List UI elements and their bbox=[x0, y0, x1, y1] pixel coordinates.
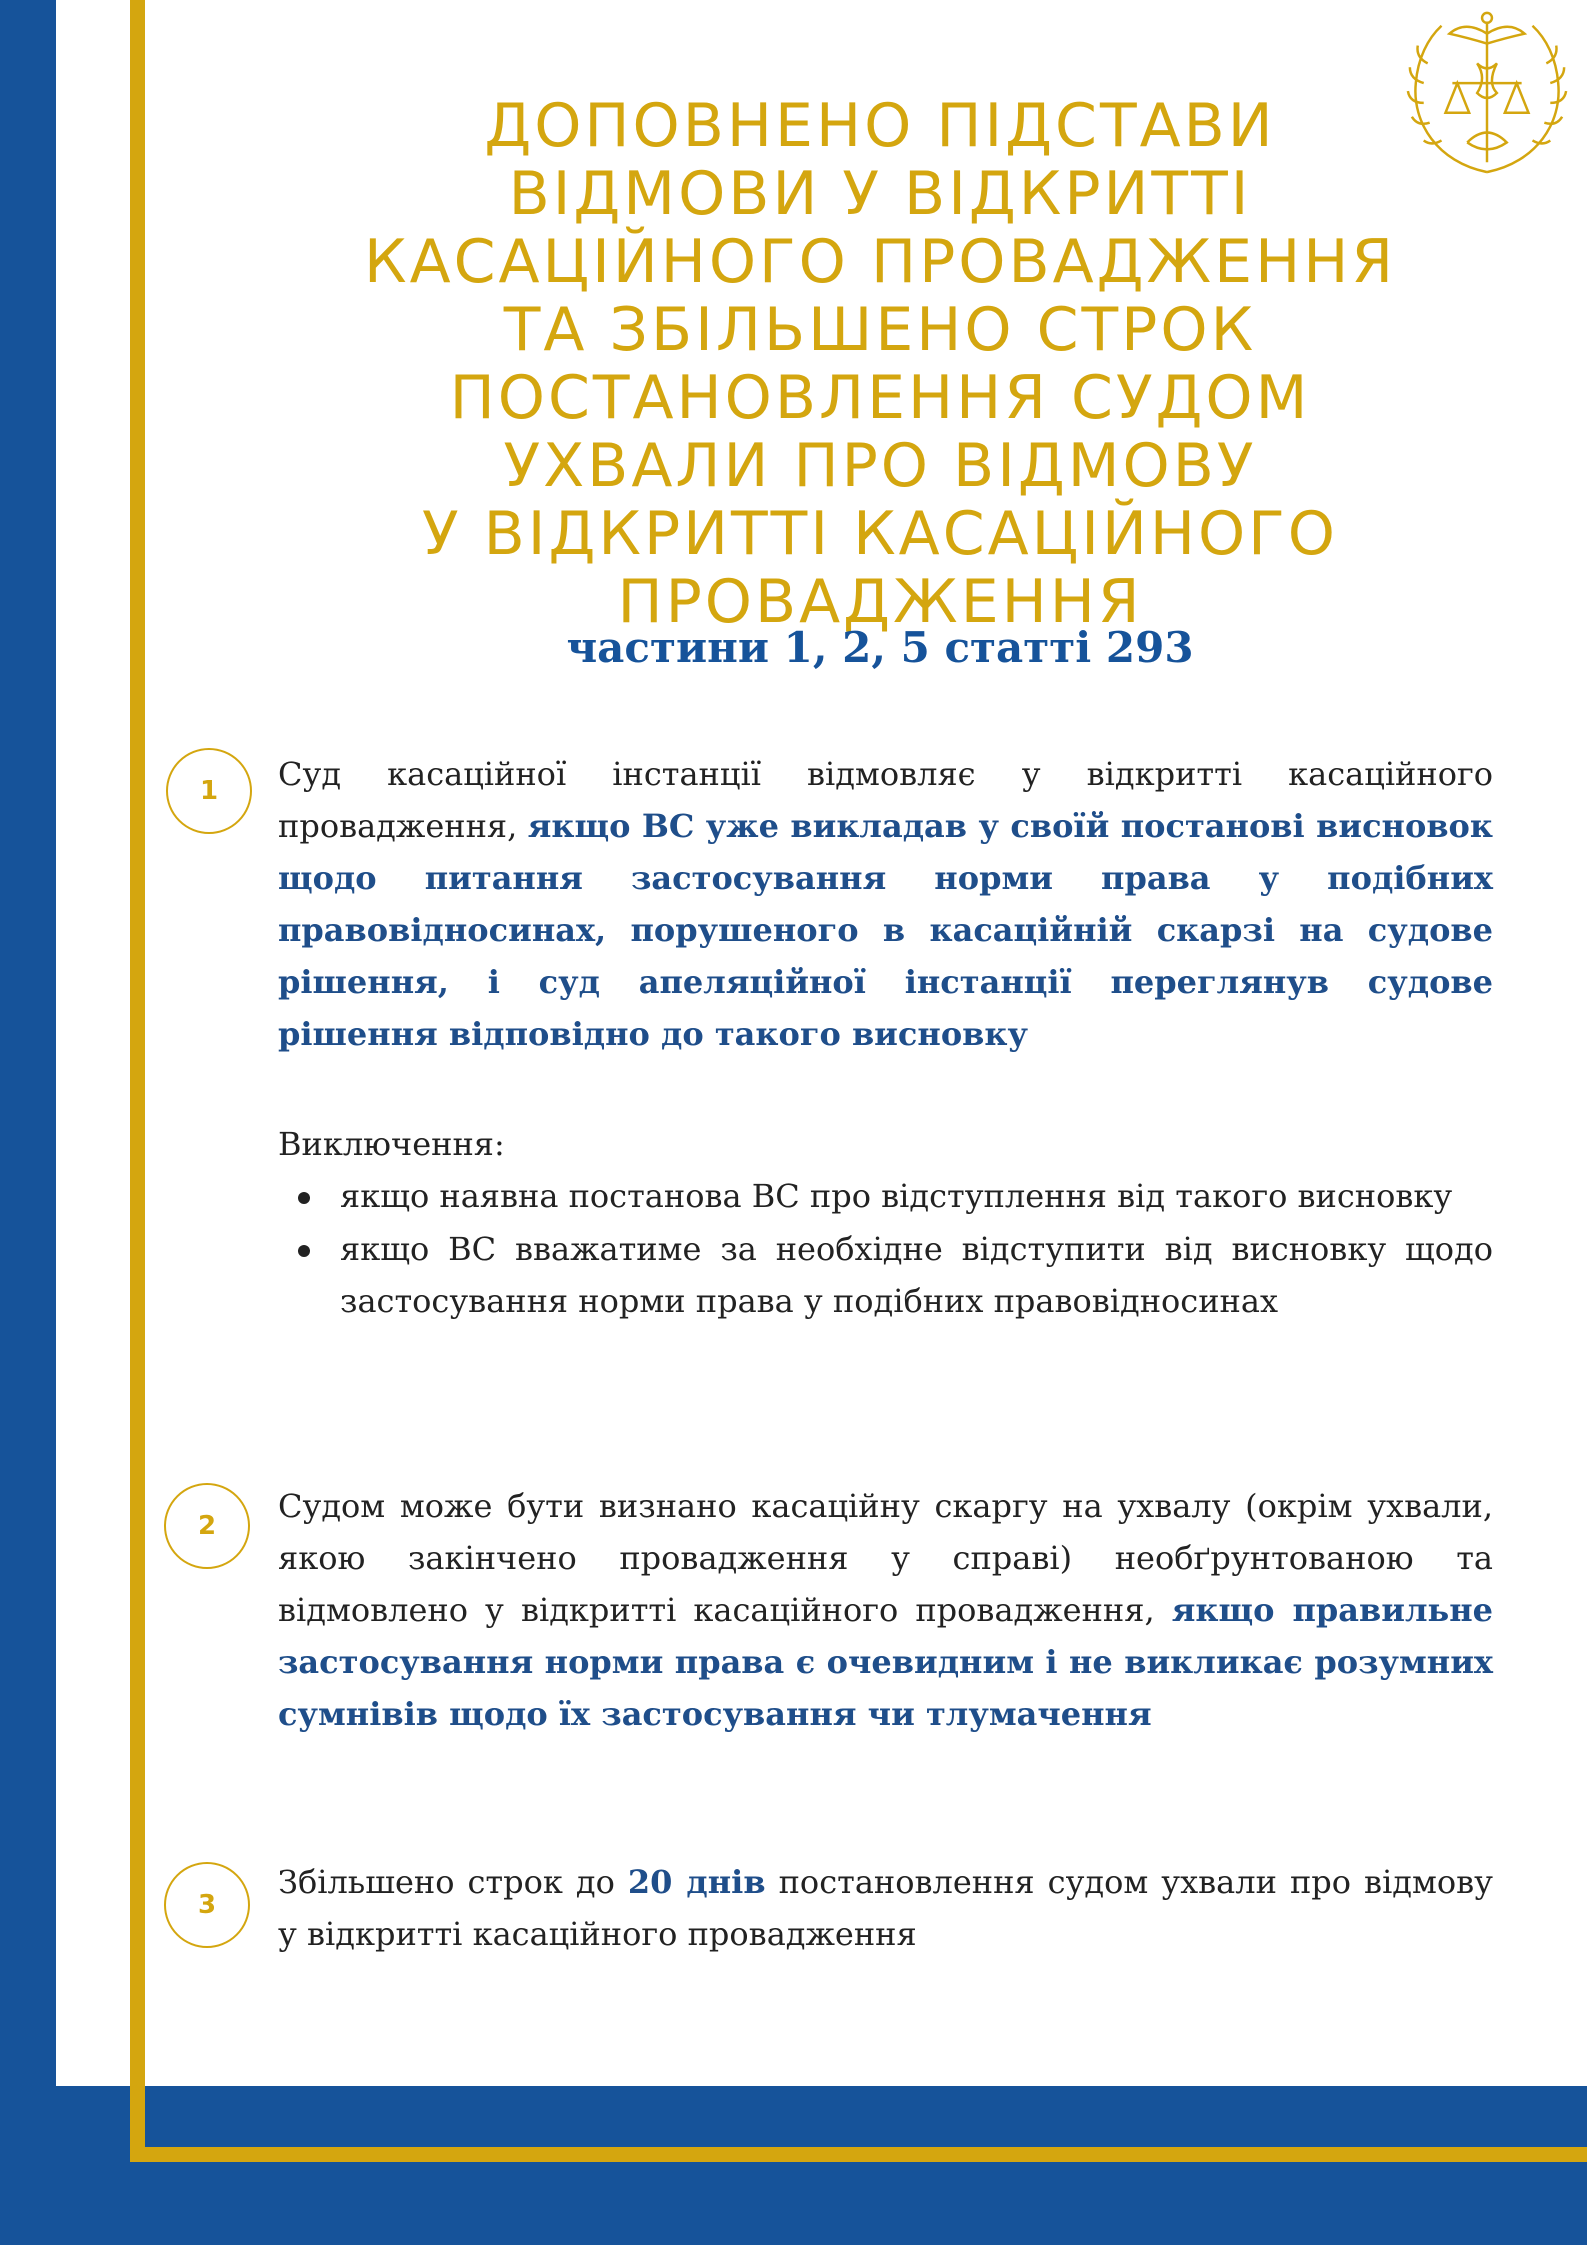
bottom-blue-band bbox=[0, 2086, 1587, 2245]
item-3-text bbox=[278, 1856, 1493, 1960]
item-3-before: Збільшено строк до bbox=[278, 1863, 628, 1901]
item-number-badge bbox=[166, 748, 252, 834]
title-line: ВІДМОВИ У ВІДКРИТТІ bbox=[508, 159, 1252, 229]
list-item bbox=[278, 1170, 1493, 1222]
exception-text: якщо наявна постанова ВС про відступлення від такого висновку bbox=[340, 1177, 1453, 1215]
list-item bbox=[278, 1223, 1493, 1327]
title-line: ТА ЗБІЛЬШЕНО СТРОК bbox=[503, 295, 1257, 365]
gold-frame-left bbox=[130, 0, 145, 2162]
title-line: У ВІДКРИТТІ КАСАЦІЙНОГО bbox=[421, 499, 1338, 569]
item-1-text bbox=[278, 748, 1493, 1060]
item-2-plain: Судом може бути визнано касаційну скаргу на ухвалу (окрім ухвали, якою закінчено провадження у справі) необґрунтованою та відмовлено у відкритті касаційного провадження, bbox=[278, 1487, 1493, 1629]
item-2-bold: якщо правильне застосування норми права є очевидним і не викликає розумних сумнівів щодо їх застосування чи тлумачення bbox=[278, 1591, 1494, 1733]
bullet-icon bbox=[298, 1192, 310, 1204]
title-line: УХВАЛИ ПРО ВІДМОВУ bbox=[503, 431, 1257, 501]
item-3-bold: 20 днів bbox=[627, 1863, 766, 1901]
title-line: ПОСТАНОВЛЕННЯ СУДОМ bbox=[449, 363, 1311, 433]
exceptions-list bbox=[278, 1170, 1493, 1327]
item-1-bold: якщо ВС уже викладав у своїй постанові висновок щодо питання застосування норми права у подібних правовідносинах, порушеного в касаційній скарзі на судове рішення, і суд апеляційної інстанції переглянув судове рішення відповідно до такого висновку bbox=[278, 807, 1494, 1053]
title-line: ДОПОВНЕНО ПІДСТАВИ bbox=[484, 91, 1276, 161]
item-number-badge bbox=[164, 1862, 250, 1948]
item-number: 1 bbox=[199, 776, 219, 806]
subtitle: частини 1, 2, 5 статті 293 bbox=[566, 623, 1194, 672]
gold-frame-bottom bbox=[130, 2147, 1587, 2162]
page-title bbox=[230, 92, 1530, 636]
title-line: ПРОВАДЖЕННЯ bbox=[617, 567, 1143, 637]
item-2-text bbox=[278, 1480, 1493, 1740]
item-number-badge bbox=[164, 1483, 250, 1569]
bullet-icon bbox=[298, 1245, 310, 1257]
item-1-plain: Суд касаційної інстанції відмовляє у відкритті касаційного провадження, bbox=[278, 755, 1493, 845]
item-3-after: постановлення судом ухвали про відмову у відкритті касаційного провадження bbox=[278, 1863, 1494, 1953]
left-blue-band bbox=[0, 0, 56, 2245]
exceptions-label: Виключення: bbox=[278, 1125, 505, 1163]
exception-text: якщо ВС вважатиме за необхідне відступити від висновку щодо застосування норми права у подібних правовідносинах bbox=[340, 1230, 1493, 1320]
item-number: 2 bbox=[197, 1511, 217, 1541]
item-number: 3 bbox=[197, 1890, 217, 1920]
title-line: КАСАЦІЙНОГО ПРОВАДЖЕННЯ bbox=[363, 227, 1397, 297]
